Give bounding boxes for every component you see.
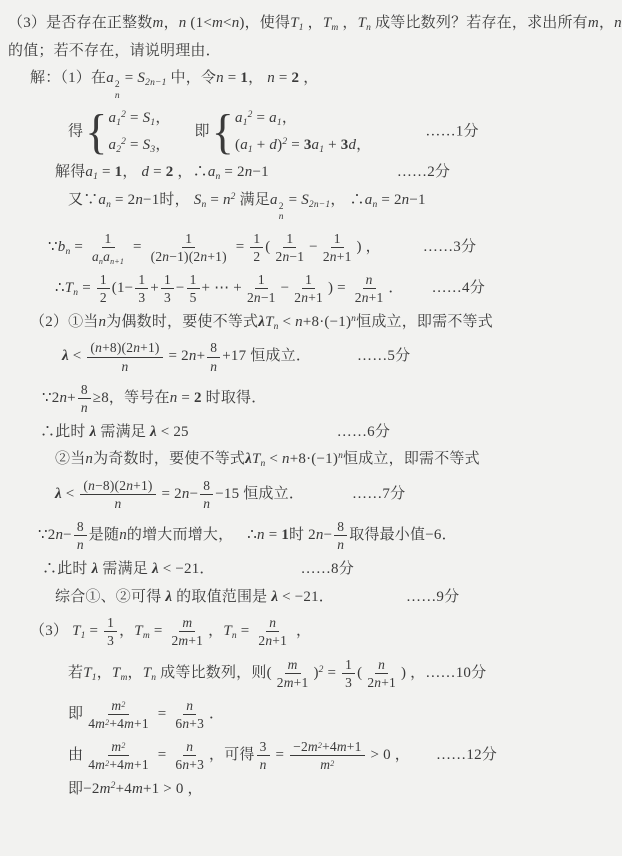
brace-icon: {: [85, 105, 108, 159]
math-line-10: λ < $\frac{(n+8)(2n+1)}{n}$ = 2n+ $\frac{8}{n}$ +17 恒成立． ……5分: [62, 340, 411, 374]
fraction: $\frac{8}{n}$: [78, 382, 91, 415]
fraction: $\frac{m^2}{4m^2+4m+1}$: [88, 738, 149, 773]
math-line-18: （3） $T_1$ = $\frac{1}{3}$ ，$T_m$ = $\frac{m}{2m+1}$ ，$T_n$ = $\frac{n}{2n+1}$ ，: [30, 615, 312, 649]
fraction: $\frac{1}{3}$: [104, 615, 117, 648]
math-line-12: ∴此时 λ 需满足 λ < 25 ……6分: [40, 423, 391, 440]
fraction: $\frac{1}{3}$: [135, 272, 148, 305]
fraction: $\frac{1}{2}$: [97, 272, 110, 305]
fraction: $\frac{1}{2n+1}$: [322, 230, 352, 264]
math-line-20: 即 $\frac{m^2}{4m^2+4m+1}$ = $\frac{n}{6n+3}$ ．: [68, 697, 225, 731]
math-line-19: 若$T_1$，$T_m$，$T_n$ 成等比数列，则( $\frac{m}{2m+1}$ )$^2$ = $\frac{1}{3}$ ( $\frac{n}{2n+1}$ ) ，……10分: [68, 656, 487, 690]
math-line-22: 即$-2m^2+4m+1 > 0$ ，: [68, 781, 203, 798]
fraction: $\frac{3}{n}$: [257, 739, 270, 772]
fraction: $\frac{m}{2m+1}$: [171, 615, 204, 649]
fraction: $\frac{8}{n}$: [207, 340, 220, 373]
fraction: $\frac{n}{2n+1}$: [258, 615, 288, 649]
fraction: $\frac{m^2}{4m^2+4m+1}$: [88, 697, 149, 731]
equation-system: { $a_1^2 = S_1$， $a_2^2 = S_3$，: [85, 105, 171, 159]
fraction: $\frac{(n+8)(2n+1)}{n}$: [87, 340, 162, 373]
equation-system: { $a_1^2 = a_1$， $(a_1 + d)^2 = 3a_1 + 3d$，: [211, 105, 372, 159]
fraction: $\frac{m}{2m+1}$: [276, 656, 309, 690]
fraction: $\frac{-2m^2+4m+1}{m^2}$: [290, 739, 364, 772]
fraction: $\frac{8}{n}$: [74, 519, 87, 552]
fraction: $\frac{1}{2n-1}$: [275, 230, 305, 264]
fraction: $\frac{1}{2}$: [250, 231, 263, 264]
math-line-6: 又$\because a_n = 2n-1$时， $S_n = n^2$ 满足a 2 n = $S_{2n-1}$， $\therefore a_n = 2n-1$: [68, 191, 426, 222]
math-line-3: 解：（1）在a 2 n = $S_{2n-1}$ 中，令n = 1， n = 2 ，: [30, 70, 319, 101]
math-line-15: ∵2n− $\frac{8}{n}$ 是随n的增大而增大， ∴n = 1时 2n− $\frac{8}{n}$ 取得最小值−6．: [38, 519, 457, 553]
math-line-5: 解得$a_1 = 1$， d = 2 ，$\therefore a_n = 2n-1$ ……2分: [55, 164, 451, 182]
math-line-2: 的值；若不存在，请说明理由．: [8, 42, 221, 59]
math-line-13: ②当n为奇数时，要使不等式$\lambda T_n < n+8\cdot(-1)^n$恒成立，即需不等式: [55, 451, 480, 470]
fraction: $\frac{8}{n}$: [200, 478, 213, 511]
brace-icon: {: [211, 105, 234, 159]
fraction: $\frac{1}{2n-1}$: [246, 271, 276, 305]
math-line-9: （2）①当n为偶数时，要使不等式$\lambda T_n < n+8\cdot(-1)^n$恒成立，即需不等式: [30, 313, 493, 332]
math-line-4: 得 { $a_1^2 = S_1$， $a_2^2 = S_3$， 即 { $a_1^2 = a_1$， $(a_1 + d)^2 = 3a_1 + 3d$， ……1分: [68, 105, 479, 159]
math-line-16: ∴此时 λ 需满足 λ < −21． ……8分: [42, 561, 354, 578]
fraction: $\frac{1}{3}$: [342, 657, 355, 690]
math-line-17: 综合①、②可得 λ 的取值范围是 λ < −21． ……9分: [55, 588, 460, 605]
fraction: $\frac{1}{a_na_{n+1}}$: [91, 230, 125, 266]
math-line-14: λ < $\frac{(n-8)(2n+1)}{n}$ = 2n− $\frac{8}{n}$ −15 恒成立． ……7分: [55, 477, 406, 511]
fraction: $\frac{n}{6n+3}$: [175, 738, 205, 773]
fraction: $\frac{n}{2n+1}$: [367, 656, 396, 690]
fraction: $\frac{n}{2n+1}$: [354, 271, 384, 305]
math-line-11: ∵2n+ $\frac{8}{n}$ ≥8，等号在n = 2 时取得．: [42, 381, 267, 415]
math-line-1: （3）是否存在正整数m，n (1<m<n)，使得$T_1$ ，$T_m$ ，$T_n$ 成等比数列？若存在，求出所有m，n: [8, 15, 622, 33]
fraction: $\frac{(n-8)(2n+1)}{n}$: [80, 478, 155, 511]
fraction: $\frac{1}{2n+1}$: [294, 271, 323, 305]
fraction: $\frac{8}{n}$: [334, 519, 347, 552]
fraction: $\frac{n}{6n+3}$: [175, 697, 205, 731]
math-line-21: 由 $\frac{m^2}{4m^2+4m+1}$ = $\frac{n}{6n+3}$ ，可得 $\frac{3}{n}$ = $\frac{-2m^2+4m+1}{m^2}$ > 0 ， ……12分: [68, 738, 497, 773]
math-line-8: $\therefore T_n$ = $\frac{1}{2}$ (1− $\frac{1}{3}$ + $\frac{1}{3}$ − $\frac{1}{5}$ + ⋯ + $\frac{1}{2n-1}$ − $\frac{1}{2n+1}$ ) = $\frac{n}{2n+1}$ ． ……4分: [55, 271, 485, 305]
fraction: $\frac{1}{5}$: [187, 272, 200, 305]
fraction: $\frac{1}{(2n-1)(2n+1)}$: [150, 230, 227, 264]
math-line-7: $\because b_n$ = $\frac{1}{a_na_{n+1}}$ = $\frac{1}{(2n-1)(2n+1)}$ = $\frac{1}{2}$ ( $\frac{1}{2n-1}$ − $\frac{1}{2n+1}$ ) ， ……3分: [48, 230, 477, 266]
fraction: $\frac{1}{3}$: [161, 272, 174, 305]
